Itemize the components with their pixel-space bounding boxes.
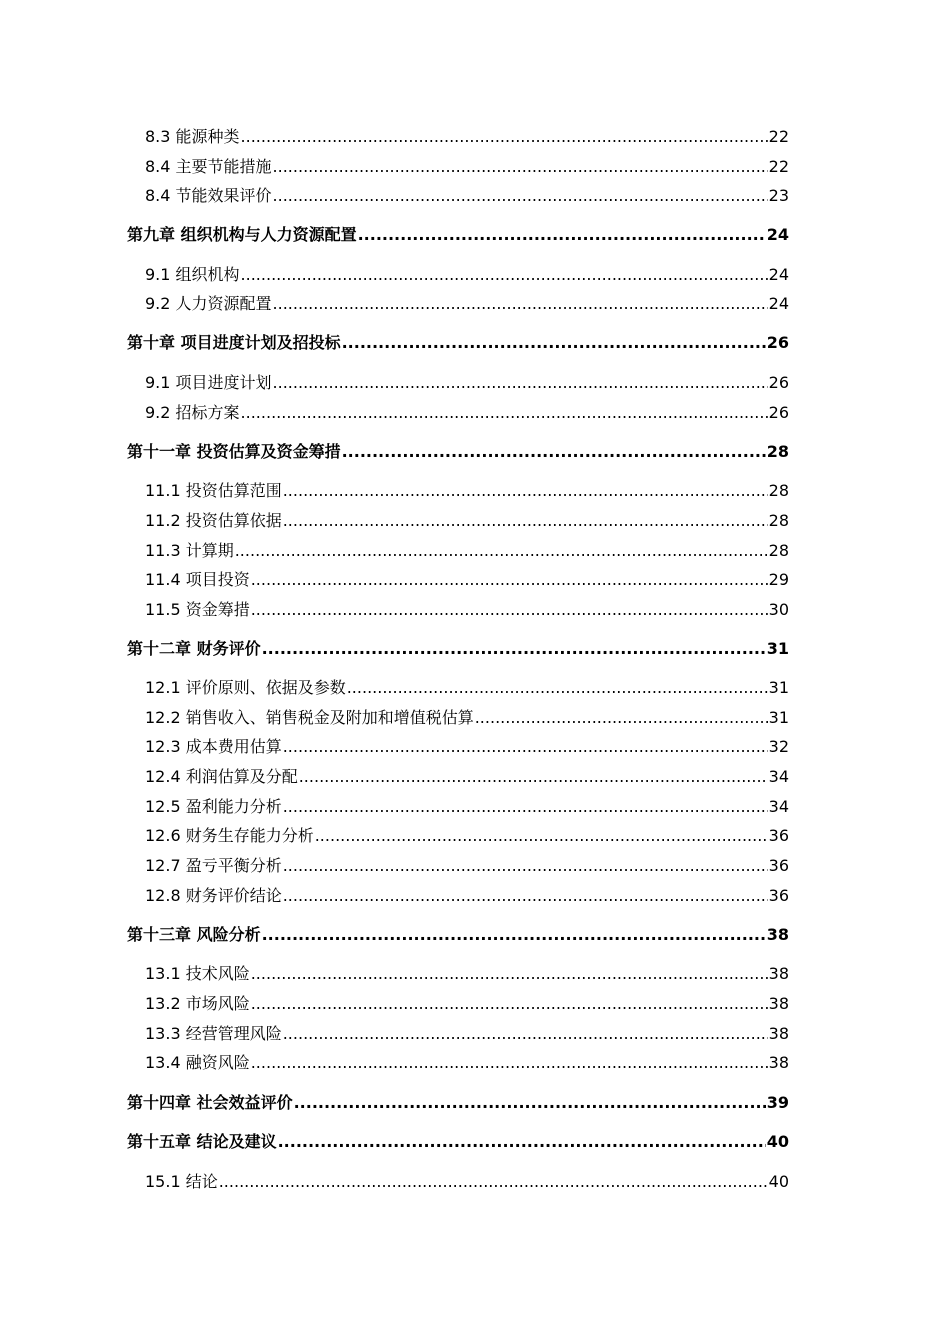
toc-entry-page: 31 [768,708,789,727]
toc-entry-page: 36 [768,886,789,905]
toc-chapter-title: 第十五章 结论及建议 [127,1132,277,1151]
toc-leader-dots [241,403,768,423]
toc-entry-page: 38 [768,1024,789,1043]
toc-entry-page: 32 [768,737,789,756]
toc-entry[interactable] [145,886,789,906]
toc-entry[interactable] [145,186,789,206]
toc-entry-title: 9.1 项目进度计划 [145,373,272,392]
toc-entry[interactable] [145,570,789,590]
toc-entry-title: 12.3 成本费用估算 [145,737,282,756]
toc-chapter-entry[interactable] [127,639,789,659]
toc-entry[interactable] [145,1053,789,1073]
toc-entry-page: 26 [768,373,789,392]
toc-entry-title: 12.6 财务生存能力分析 [145,826,314,845]
toc-leader-dots [241,265,768,285]
toc-leader-dots [347,678,768,698]
toc-entry[interactable] [145,403,789,423]
toc-chapter-page: 31 [766,639,789,658]
toc-entry-page: 38 [768,994,789,1013]
toc-leader-dots [251,964,768,984]
toc-entry[interactable] [145,127,789,147]
toc-entry-page: 24 [768,294,789,313]
toc-entry-title: 9.2 招标方案 [145,403,240,422]
toc-chapter-entry[interactable] [127,333,789,353]
toc-chapter-title: 第十四章 社会效益评价 [127,1093,293,1112]
toc-entry-title: 12.7 盈亏平衡分析 [145,856,282,875]
toc-leader-dots [283,886,768,906]
toc-entry-title: 13.3 经营管理风险 [145,1024,282,1043]
toc-chapter-title: 第十三章 风险分析 [127,925,261,944]
toc-entry[interactable] [145,994,789,1014]
toc-entry-title: 12.1 评价原则、依据及参数 [145,678,346,697]
toc-entry-title: 11.1 投资估算范围 [145,481,282,500]
toc-chapter-page: 39 [766,1093,789,1112]
toc-leader-dots [475,708,768,728]
toc-entry-page: 36 [768,826,789,845]
toc-leader-dots [299,767,768,787]
toc-entry-title: 12.4 利润估算及分配 [145,767,298,786]
toc-entry[interactable] [145,826,789,846]
toc-chapter-title: 第十一章 投资估算及资金筹措 [127,442,341,461]
toc-leader-dots [342,333,766,353]
toc-entry[interactable] [145,541,789,561]
toc-chapter-page: 38 [766,925,789,944]
toc-entry-page: 26 [768,403,789,422]
toc-entry[interactable] [145,767,789,787]
toc-leader-dots [315,826,768,846]
toc-leader-dots [278,1132,766,1152]
toc-leader-dots [294,1093,766,1113]
toc-leader-dots [358,225,766,245]
toc-entry-page: 40 [768,1172,789,1191]
toc-entry[interactable] [145,600,789,620]
toc-chapter-entry[interactable] [127,442,789,462]
toc-leader-dots [283,797,768,817]
toc-chapter-title: 第十二章 财务评价 [127,639,261,658]
toc-leader-dots [251,570,768,590]
toc-entry[interactable] [145,157,789,177]
toc-entry-page: 30 [768,600,789,619]
toc-entry-title: 9.2 人力资源配置 [145,294,272,313]
toc-entry-page: 23 [768,186,789,205]
toc-entry[interactable] [145,797,789,817]
toc-entry-title: 12.5 盈利能力分析 [145,797,282,816]
toc-entry-page: 24 [768,265,789,284]
toc-entry-title: 12.8 财务评价结论 [145,886,282,905]
toc-leader-dots [273,186,768,206]
toc-entry-title: 11.4 项目投资 [145,570,250,589]
toc-chapter-entry[interactable] [127,1132,789,1152]
toc-leader-dots [262,925,766,945]
toc-entry-page: 22 [768,127,789,146]
toc-leader-dots [283,511,768,531]
toc-chapter-title: 第九章 组织机构与人力资源配置 [127,225,357,244]
toc-chapter-page: 40 [766,1132,789,1151]
toc-entry-title: 15.1 结论 [145,1172,218,1191]
toc-entry-title: 9.1 组织机构 [145,265,240,284]
toc-leader-dots [241,127,768,147]
toc-entry-title: 11.5 资金筹措 [145,600,250,619]
toc-entry-page: 31 [768,678,789,697]
toc-entry[interactable] [145,708,789,728]
toc-entry-title: 8.3 能源种类 [145,127,240,146]
toc-leader-dots [283,481,768,501]
toc-leader-dots [251,994,768,1014]
toc-entry[interactable] [145,481,789,501]
toc-entry[interactable] [145,678,789,698]
toc-chapter-entry[interactable] [127,925,789,945]
toc-entry-title: 12.2 销售收入、销售税金及附加和增值税估算 [145,708,474,727]
toc-leader-dots [235,541,768,561]
toc-entry-title: 8.4 主要节能措施 [145,157,272,176]
toc-entry[interactable] [145,294,789,314]
toc-leader-dots [283,1024,768,1044]
toc-leader-dots [219,1172,768,1192]
toc-leader-dots [273,157,768,177]
toc-chapter-page: 24 [766,225,789,244]
toc-leader-dots [283,737,768,757]
toc-entry-page: 22 [768,157,789,176]
toc-leader-dots [283,856,768,876]
toc-leader-dots [251,600,768,620]
toc-chapter-entry[interactable] [127,225,789,245]
toc-entry[interactable] [145,737,789,757]
toc-leader-dots [251,1053,768,1073]
toc-leader-dots [262,639,766,659]
toc-entry-page: 36 [768,856,789,875]
toc-chapter-entry[interactable] [127,1093,789,1113]
toc-entry-title: 11.3 计算期 [145,541,234,560]
toc-entry-page: 34 [768,767,789,786]
toc-leader-dots [273,373,768,393]
toc-entry-page: 38 [768,964,789,983]
toc-chapter-title: 第十章 项目进度计划及招投标 [127,333,341,352]
toc-entry[interactable] [145,373,789,393]
toc-entry[interactable] [145,1024,789,1044]
toc-entry-page: 34 [768,797,789,816]
toc-leader-dots [273,294,768,314]
toc-chapter-page: 26 [766,333,789,352]
toc-entry[interactable] [145,1172,789,1192]
toc-leader-dots [342,442,766,462]
toc-entry-title: 13.4 融资风险 [145,1053,250,1072]
toc-chapter-page: 28 [766,442,789,461]
toc-entry-page: 38 [768,1053,789,1072]
toc-entry-title: 13.1 技术风险 [145,964,250,983]
toc-entry[interactable] [145,856,789,876]
toc-entry-page: 28 [768,481,789,500]
toc-entry[interactable] [145,964,789,984]
toc-entry-page: 28 [768,541,789,560]
toc-entry-title: 11.2 投资估算依据 [145,511,282,530]
toc-entry-page: 28 [768,511,789,530]
toc-entry[interactable] [145,265,789,285]
toc-entry-page: 29 [768,570,789,589]
toc-entry[interactable] [145,511,789,531]
toc-entry-title: 8.4 节能效果评价 [145,186,272,205]
toc-entry-title: 13.2 市场风险 [145,994,250,1013]
